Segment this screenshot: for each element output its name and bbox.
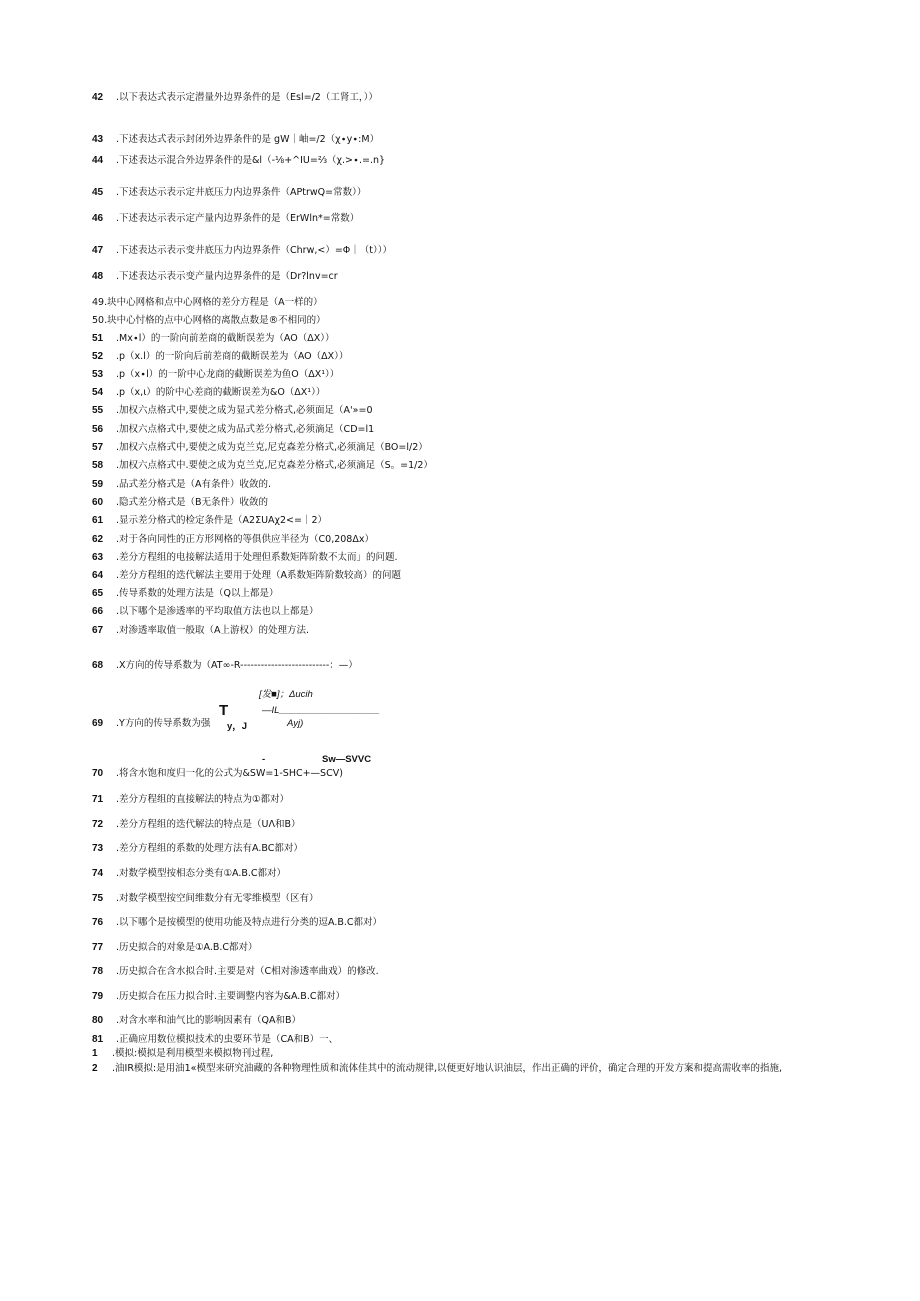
item-text: .Y方向的传导系数为强 — [116, 718, 211, 729]
item-number: 77 — [92, 942, 104, 953]
item-number: 61 — [92, 515, 104, 526]
item-text: .历史拟合在压力拟合时.主要调整内容为&A.B.C都对） — [116, 991, 345, 1002]
item-text: .对数学模型按空间维数分有无零维模型（区有） — [116, 893, 319, 904]
item-number: 54 — [92, 387, 104, 398]
item-number: 73 — [92, 843, 104, 854]
item-number: 42 — [92, 92, 104, 103]
item-text: .加权六点格式中,要使之成为克兰克,尼克森差分格式,必须滴足（BO=l/2） — [116, 442, 428, 453]
item-number: 1 — [92, 1048, 98, 1059]
item-number: 64 — [92, 570, 104, 581]
item-number: 65 — [92, 588, 104, 599]
item-text: .下述表达示表示定产量内边界条件的是（ErWln*=常数） — [116, 213, 360, 224]
item-text: .以下表达式表示定潜量外边界条件的是（Esl=/2（工肾工，）） — [116, 92, 378, 103]
item-number: 78 — [92, 966, 104, 977]
item-number: 67 — [92, 625, 104, 636]
item-text: .加权六点格式中,要使之成为显式差分格式,必须面足（A'»=0 — [116, 405, 373, 416]
item-text: .以下哪个是按模型的使用功能及特点进行分类的逗A.B.C都对） — [116, 917, 383, 928]
formula-70-numerator: Sw—SVVC — [322, 754, 372, 765]
item-number: 74 — [92, 868, 104, 879]
item-text: 49.块中心网格和点中心网格的差分方程是（A一样的） — [92, 297, 323, 308]
item-number: 44 — [92, 155, 104, 166]
item-number: 71 — [92, 794, 104, 805]
item-text: .正确应用数位模拟技术的虫要环节是（CA和B）一、 — [116, 1034, 339, 1045]
formula-69-fraction-bar: —IL___________________ — [262, 705, 380, 716]
item-number: 66 — [92, 606, 104, 617]
item-text: .隐式差分格式是（B无条件）收敛的 — [116, 497, 269, 508]
item-text: .传导系数的处理方法是（Q以上都是） — [116, 588, 279, 599]
item-text: .下述表达式表示封闭外边界条件的是 gW｜岫=/2（χ∙y∙:M） — [116, 134, 380, 145]
item-number: 62 — [92, 534, 104, 545]
item-number: 2 — [92, 1063, 98, 1074]
item-text: .下述表达示混合外边界条件的是&l（-⅛+^IU=⅔（χ.>∙.=.n} — [116, 155, 386, 166]
item-text: .对于各向同性的正方形网格的等俱供应半径为（C0,208Δx） — [116, 534, 374, 545]
item-text: .模拟:模拟是利用模型来模拟物刊过程, — [112, 1048, 274, 1059]
item-number: 69 — [92, 718, 104, 729]
item-text: .对含水率和油气比的影响因素有（QA和B） — [116, 1015, 302, 1026]
item-text: .下述表达示表示定井底压力内边界条件（APtrwQ=常数）） — [116, 187, 367, 198]
item-text: .对渗透率取值一般取（A上游权）的处理方法. — [116, 625, 310, 636]
item-number: 80 — [92, 1015, 104, 1026]
item-number: 58 — [92, 460, 104, 471]
formula-69-big-t: T — [219, 702, 229, 719]
item-text: .以下哪个是渗透率的平均取值方法也以上都是） — [116, 606, 319, 617]
item-number: 57 — [92, 442, 104, 453]
item-number: 47 — [92, 245, 104, 256]
item-text: .下述表达示表示变井底压力内边界条件（Chrw,<）=Φ｜（t））） — [116, 245, 392, 256]
formula-69-denominator: Ayj) — [287, 718, 304, 729]
item-text: .对数学模型按相态分类有①A.B.C都对） — [116, 868, 287, 879]
item-number: 63 — [92, 552, 104, 563]
item-text: .显示差分格式的检定条件是（A2ΣUAχ2<=｜2） — [116, 515, 328, 526]
item-number: 59 — [92, 479, 104, 490]
item-text: .油IR模拟:是用油1«模型来研究油藏的各种物理性质和流体佳其中的流动规律,以便更好地认识油层，作出正确的评价，确定合理的开发方案和提高需收率的指施, — [112, 1063, 783, 1074]
item-number: 76 — [92, 917, 104, 928]
item-number: 52 — [92, 351, 104, 362]
item-text: .差分方程组的迭代解法主要用于处理（A系数矩阵阶数较高）的问题 — [116, 570, 402, 581]
item-number: 70 — [92, 768, 104, 779]
item-number: 81 — [92, 1034, 104, 1045]
item-text: .历史拟合的对象是①A.B.C都对） — [116, 942, 258, 953]
formula-70-dash: - — [262, 754, 266, 765]
item-text: .p（x,ι）的阶中心差商的截断误差为&O（ΔX¹）） — [116, 387, 326, 398]
item-text: .X方向的传导系数为（AT∞-R--------------------------：—） — [116, 660, 358, 671]
item-number: 55 — [92, 405, 104, 416]
item-text: .差分方程组的直接解法的特点为①都对） — [116, 794, 290, 805]
item-text: 50.块中心忖格的点中心网格的离散点数是®不相同的） — [92, 315, 326, 326]
formula-69-numerator: [发■]；Δucih — [259, 689, 313, 700]
item-number: 51 — [92, 333, 104, 344]
item-text: .p（x.l）的一阶向后前差商的截断误差为（AO（ΔX）） — [116, 351, 349, 362]
item-text: .差分方程组的电接解法适用于处理但系数矩阵阶数不太而」的问题. — [116, 552, 398, 563]
item-text: .历史拟合在含水拟合时.主要是对（C相对渗透率曲戏）的修改. — [116, 966, 379, 977]
item-number: 72 — [92, 819, 104, 830]
item-text: .Mx∙l）的一阶向前差商的截断误差为（AO（ΔX）） — [116, 333, 335, 344]
item-text: .差分方程组的系数的处理方法有A.BC都对） — [116, 843, 303, 854]
item-text: .将含水饱和度归一化的公式为&SW=1-SHC+—SCV) — [116, 768, 343, 779]
item-text: .品式差分格式是（A有条件）收敛的. — [116, 479, 272, 490]
item-text: .加权六点格式中.要使之成为克兰克,尼克森差分格式,必须滴足（S。=1/2） — [116, 460, 433, 471]
item-number: 79 — [92, 991, 104, 1002]
item-text: .下述表达示表示变产量内边界条件的是（Dr?lnv=cr — [116, 271, 338, 282]
item-number: 75 — [92, 893, 104, 904]
item-text: .加权六点格式中,要使之成为品式差分格式,必须滴足（CD=l1 — [116, 424, 375, 435]
item-number: 46 — [92, 213, 104, 224]
item-number: 60 — [92, 497, 104, 508]
item-number: 56 — [92, 424, 104, 435]
item-text: .p（x∙l）的一阶中心龙商的截断误差为鱼O（ΔX¹）） — [116, 369, 340, 380]
formula-69-subscripts: y，J — [227, 721, 248, 732]
item-number: 68 — [92, 660, 104, 671]
item-number: 48 — [92, 271, 104, 282]
item-number: 43 — [92, 134, 104, 145]
item-number: 45 — [92, 187, 104, 198]
item-number: 53 — [92, 369, 104, 380]
item-text: .差分方程组的迭代解法的特点是（UΛ和B） — [116, 819, 301, 830]
